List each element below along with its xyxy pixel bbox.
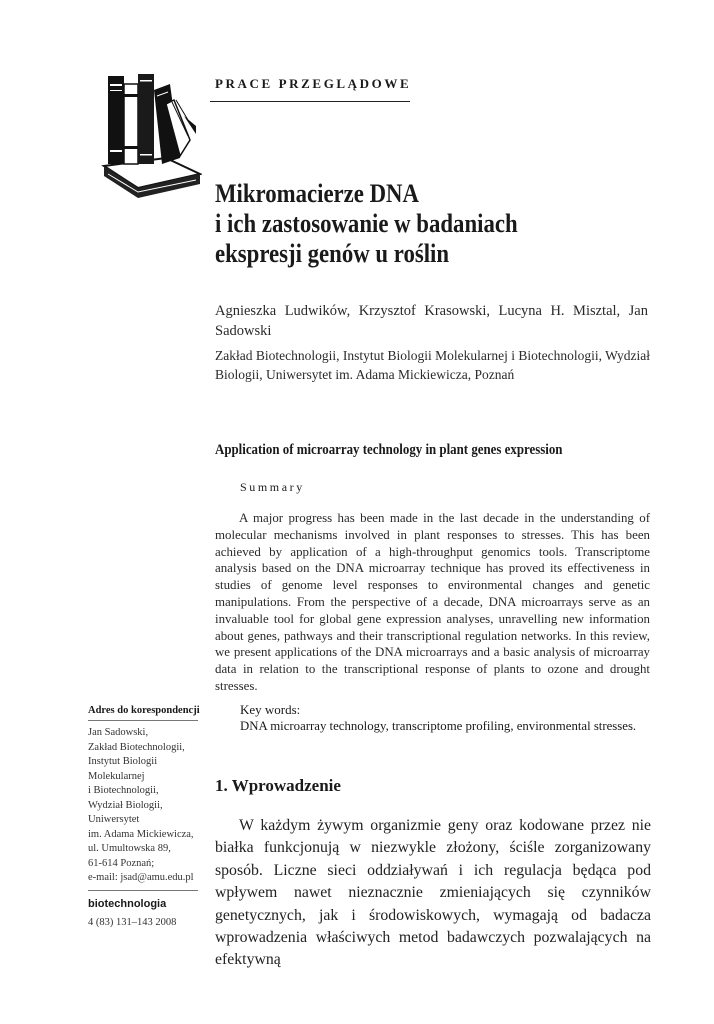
section-label: PRACE PRZEGLĄDOWE [215,76,412,91]
address-line: Jan Sadowski, [88,727,149,738]
journal-name: biotechnologia [88,898,167,910]
title-line: i ich zastosowanie w badaniach [215,208,518,238]
correspondence-title: Adres do korespondencji [88,705,200,716]
address-line: Wydział Biologii, [88,799,163,811]
intro-paragraph [215,815,651,972]
keywords-label: Key words: [240,702,301,717]
correspondence-address [88,726,194,886]
authors: Agnieszka Ludwików, Krzysztof Krasowski, Lucyna H. Misztal, Jan Sadowski [215,303,648,339]
header-rule [210,101,410,102]
address-line: Instytut Biologii [88,756,158,767]
address-line: 61-614 Poznań; [88,857,155,869]
abstract [215,510,650,695]
correspondence-rule [88,720,198,721]
english-title: Application of microarray technology in plant genes expression [215,442,563,458]
abstract-text: A major progress has been made in the last decade in the understanding of molecular mechanisms involved in plant responses to stresses. This has been achieved by application of a high-throughput genomics tools. Transcriptome analysis based on the DNA microarray technique has proved its effectiveness in studies of genome level responses to environmental changes and genetic manipulations. From the perspective of a decade, DNA microarrays serve as an invaluable tool for global gene expression analyses, unravelling new information about genes, pathways and their transcriptional regulation networks. In this review, we present applications of the DNA microarrays and a basic analysis of microarray data in relation to the transcriptional response of plants to ozone and drought stresses. [215,511,650,693]
title-line: ekspresji genów u roślin [215,238,450,268]
summary-label: Summary [240,480,305,494]
address-line: ul. Umultowska 89, [88,843,171,854]
address-line: i Biotechnologii, [88,785,159,796]
section-heading: 1. Wprowadzenie [215,776,341,795]
article-title [215,178,593,268]
email-line: e-mail: jsad@amu.edu.pl [88,872,194,883]
journal-issue: 4 (83) 131–143 2008 [88,917,177,928]
books-icon [100,70,202,198]
intro-text: W każdym żywym organizmie geny oraz kodowane przez nie białka funkcjonują w niezwykle złożony, ściśle zorganizowany sposób. Liczne sieci oddziaływań i ich regulacja będąca pod wpływem nawet nieznacznie zmieniających się czynników genetycznych, jak i środowiskowych, wymagają od badacza wprowadzenia właściwych metod badawczych pozwalających na efektywną [215,817,651,969]
address-line: Molekularnej [88,770,145,782]
address-line: Zakład Biotechnologii, [88,741,185,753]
journal-rule [88,890,198,891]
title-line: Mikromacierze DNA [215,178,419,208]
keywords: DNA microarray technology, transcriptome profiling, environmental stresses. [240,719,637,733]
affiliation: Zakład Biotechnologii, Instytut Biologii Molekularnej i Biotechnologii, Wydział Biologii, Uniwersytet im. Adama Mickiewicza, Poznań [215,348,650,382]
address-line: Uniwersytet [88,814,140,825]
address-line: im. Adama Mickiewicza, [88,828,194,840]
